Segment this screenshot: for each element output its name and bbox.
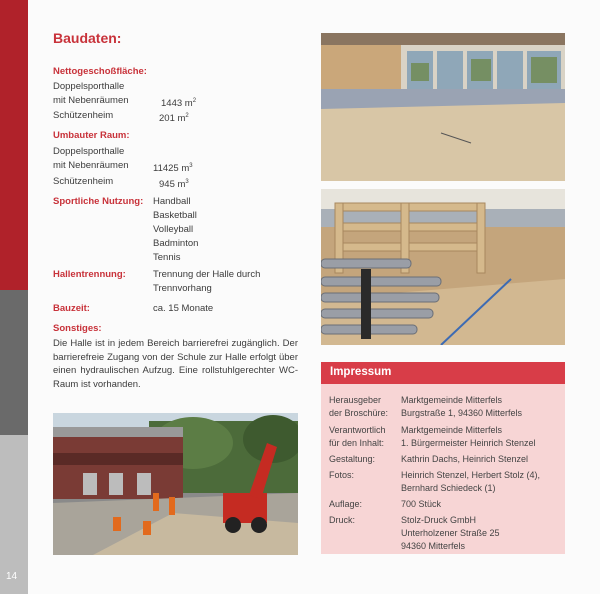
impressum-key: Herausgeber [329,395,382,405]
sport-item: Handball [153,196,191,207]
photo-hall-equipment [321,189,565,345]
umbauter-row2-name: Schützenheim [53,176,114,187]
umbauter-row1-name-b: mit Nebenräumen [53,160,129,171]
impressum-key: Fotos: [329,470,355,480]
impressum-value: Marktgemeinde Mitterfels [401,395,503,405]
impressum-value: Heinrich Stenzel, Herbert Stolz (4), [401,470,541,480]
impressum-value: Stolz-Druck GmbH [401,515,477,525]
impressum-value: Burgstraße 1, 94360 Mitterfels [401,408,523,418]
label-umbauter-raum: Umbauter Raum: [53,130,130,141]
label-nettogeschossflaeche: Nettogeschoßfläche: [53,66,147,77]
page-number: 14 [6,571,18,582]
netto-row1-name-a: Doppelsporthalle [53,81,125,92]
photo-construction-site [53,413,298,555]
impressum-value: Marktgemeinde Mitterfels [401,425,503,435]
band-dark-gray [0,290,28,435]
side-color-band [0,0,28,594]
impressum-value: 700 Stück [401,499,442,509]
sport-item: Badminton [153,238,199,249]
sport-item: Tennis [153,252,181,263]
impressum-value: Unterholzener Straße 25 [401,528,500,538]
impressum-key: Verantwortlich [329,425,386,435]
netto-row1-value: 1443 $m^2$ [161,98,197,110]
impressum-key: Druck: [329,515,356,525]
impressum-value: Kathrin Dachs, Heinrich Stenzel [401,454,529,464]
sport-item: Basketball [153,210,197,221]
sonstiges-paragraph: Die Halle ist in jedem Bereich barrierefrei zugänglich. Der barrierefreie Zugang von der Schule zur Halle erfolgt über einen hydraulischen Aufzug. Eine rollstuhlgerechter WC-Raum ist vorhanden. [53,338,298,390]
hallentrennung-line2: Trennvorhang [153,283,212,294]
impressum-title: Impressum [330,366,392,378]
impressum-key: der Broschüre: [329,408,389,418]
impressum-key: Auflage: [329,499,363,509]
photo-sports-hall-interior [321,33,565,181]
impressum-key: für den Inhalt: [329,438,385,448]
umbauter-row1-name-a: Doppelsporthalle [53,146,125,157]
label-sonstiges: Sonstiges: [53,323,102,334]
netto-row1-name-b: mit Nebenräumen [53,95,129,106]
impressum-key: Gestaltung: [329,454,376,464]
hallentrennung-line1: Trennung der Halle durch [153,269,261,280]
label-sportliche-nutzung: Sportliche Nutzung: [53,196,144,207]
netto-row2-name: Schützenheim [53,110,114,121]
band-red [0,0,28,290]
umbauter-row2-value: 945 $m^3$ [159,179,189,191]
sport-item: Volleyball [153,224,194,235]
bauzeit-value: ca. 15 Monate [153,303,214,314]
impressum-value: 1. Bürgermeister Heinrich Stenzel [401,438,536,448]
netto-row2-value: 201 $m^2$ [159,113,189,125]
impressum-header [321,362,565,384]
impressum-value: Bernhard Schiedeck (1) [401,483,496,493]
label-hallentrennung: Hallentrennung: [53,269,126,280]
section-title: Baudaten: [53,30,122,46]
umbauter-row1-value: 11425 $m^3$ [153,163,193,175]
impressum-value: 94360 Mitterfels [401,541,466,551]
label-bauzeit: Bauzeit: [53,303,90,314]
